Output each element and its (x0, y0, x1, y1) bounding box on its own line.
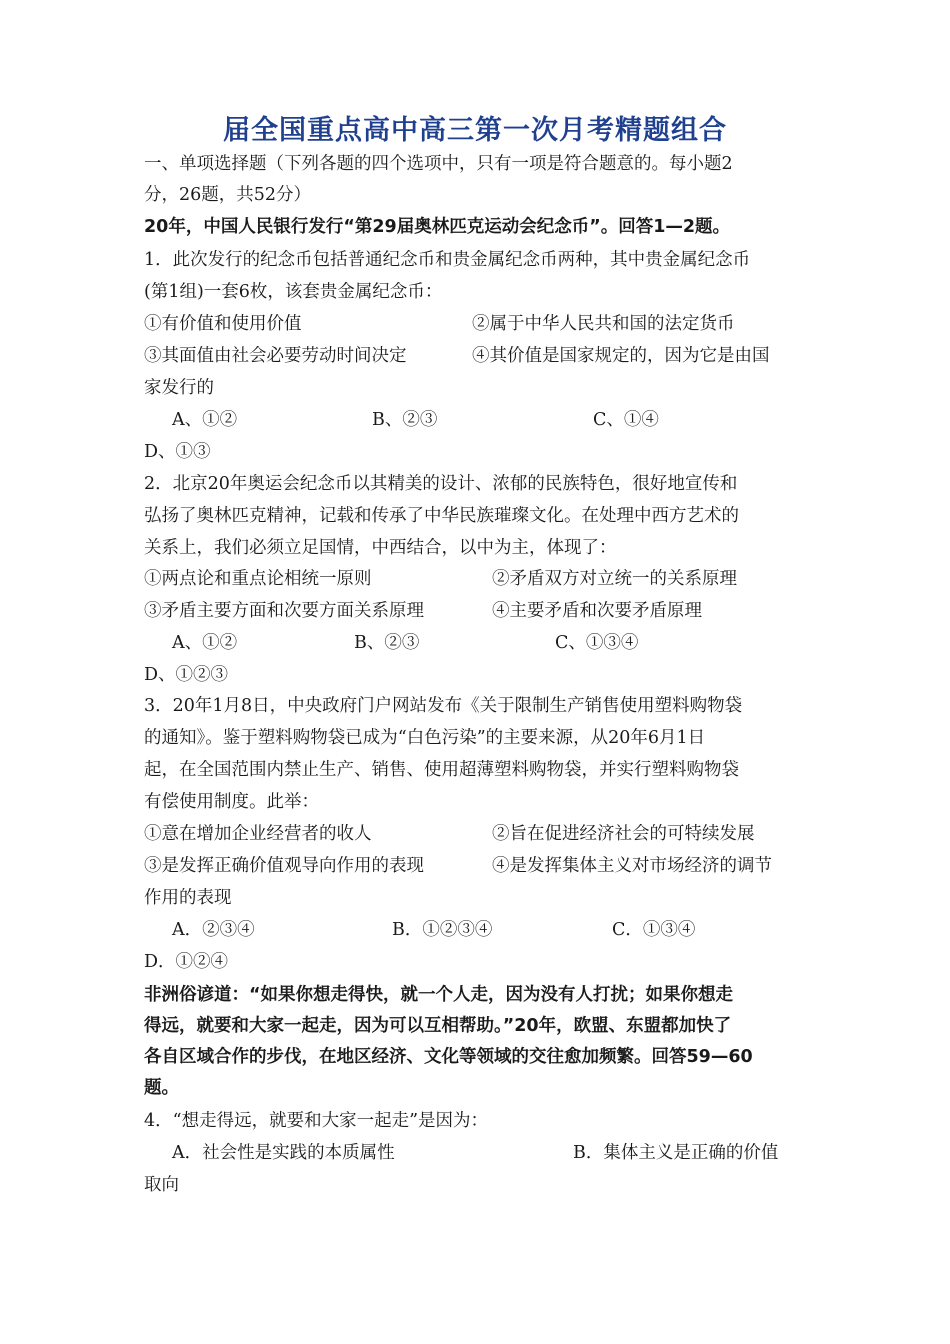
q3-option-4: ④是发挥集体主义对市场经济的调节 (492, 856, 772, 876)
q2-stem-line2: 弘扬了奥林匹克精神，记载和传承了中华民族璀璨文化。在处理中西方艺术的 (144, 506, 739, 526)
q3-answer-b: B．①②③④ (392, 920, 493, 940)
material-2-line1: 非洲俗谚道：“如果你想走得快，就一个人走，因为没有人打扰；如果你想走 (144, 985, 733, 1005)
q2-answer-b: B、②③ (354, 633, 420, 653)
q1-answer-b: B、②③ (372, 410, 438, 430)
q3-option-4-cont: 作用的表现 (144, 888, 232, 908)
q2-answer-c: C、①③④ (555, 633, 639, 653)
section-heading-line1: 一、单项选择题（下列各题的四个选项中，只有一项是符合题意的。每小题2 (144, 154, 733, 174)
q3-answer-c: C．①③④ (612, 920, 696, 940)
q1-option-3: ③其面值由社会必要劳动时间决定 (144, 346, 407, 366)
q3-option-2: ②旨在促进经济社会的可特续发展 (492, 824, 755, 844)
q1-option-2: ②属于中华人民共和国的法定货币 (472, 314, 735, 334)
q1-stem-line1: 1．此次发行的纪念币包括普通纪念币和贵金属纪念币两种，其中贵金属纪念币 (144, 250, 751, 270)
q4-answer-b: B．集体主义是正确的价值 (573, 1143, 779, 1163)
q1-answer-d: D、①③ (144, 442, 211, 462)
q2-stem-line3: 关系上，我们必须立足国情，中西结合，以中为主，体现了： (144, 538, 617, 558)
material-1: 20年，中国人民银行发行“第29届奥林匹克运动会纪念币”。回答1—2题。 (144, 217, 731, 237)
q1-stem-line2: (第1组)一套6枚，该套贵金属纪念币： (144, 282, 443, 302)
q2-option-4: ④主要矛盾和次要矛盾原理 (492, 601, 702, 621)
q3-stem-line3: 起，在全国范围内禁止生产、销售、使用超薄塑料购物袋，并实行塑料购物袋 (144, 760, 739, 780)
q1-answer-a: A、①② (172, 410, 238, 430)
q3-stem-line4: 有偿使用制度。此举： (144, 792, 319, 812)
q4-stem: 4．“想走得远，就要和大家一起走”是因为： (144, 1111, 489, 1131)
q3-stem-line2: 的通知》。鉴于塑料购物袋已成为“白色污染”的主要来源，从20年6月1日 (144, 728, 706, 748)
q3-option-1: ①意在增加企业经营者的收人 (144, 824, 372, 844)
q2-answer-d: D、①②③ (144, 665, 229, 685)
q3-answer-a: A．②③④ (172, 920, 255, 940)
q3-answer-d: D．①②④ (144, 952, 229, 972)
q4-answer-b-cont: 取向 (144, 1175, 179, 1195)
material-2-line2: 得远，就要和大家一起走，因为可以互相帮助。”20年，欧盟、东盟都加快了 (144, 1016, 732, 1036)
q2-option-3: ③矛盾主要方面和次要方面关系原理 (144, 601, 424, 621)
q2-option-2: ②矛盾双方对立统一的关系原理 (492, 569, 737, 589)
material-2-line3: 各自区域合作的步伐，在地区经济、文化等领域的交往愈加频繁。回答59—60 (144, 1047, 753, 1067)
q1-option-4-cont: 家发行的 (144, 378, 214, 398)
q1-option-4: ④其价值是国家规定的，因为它是由国 (472, 346, 770, 366)
q2-answer-a: A、①② (172, 633, 238, 653)
q1-answer-c: C、①④ (593, 410, 659, 430)
q1-option-1: ①有价值和使用价值 (144, 314, 302, 334)
q3-stem-line1: 3．20年1月8日，中央政府门户网站发布《关于限制生产销售使用塑料购物袋 (144, 696, 743, 716)
q2-stem-line1: 2．北京20年奥运会纪念币以其精美的设计、浓郁的民族特色，很好地宣传和 (144, 474, 738, 494)
q3-option-3: ③是发挥正确价值观导向作用的表现 (144, 856, 424, 876)
q2-option-1: ①两点论和重点论相统一原则 (144, 569, 372, 589)
document-title: 届全国重点高中高三第一次月考精题组合 (223, 115, 727, 146)
q4-answer-a: A．社会性是实践的本质属性 (172, 1143, 395, 1163)
material-2-line4: 题。 (144, 1078, 179, 1098)
section-heading-line2: 分，26题，共52分） (144, 185, 312, 205)
